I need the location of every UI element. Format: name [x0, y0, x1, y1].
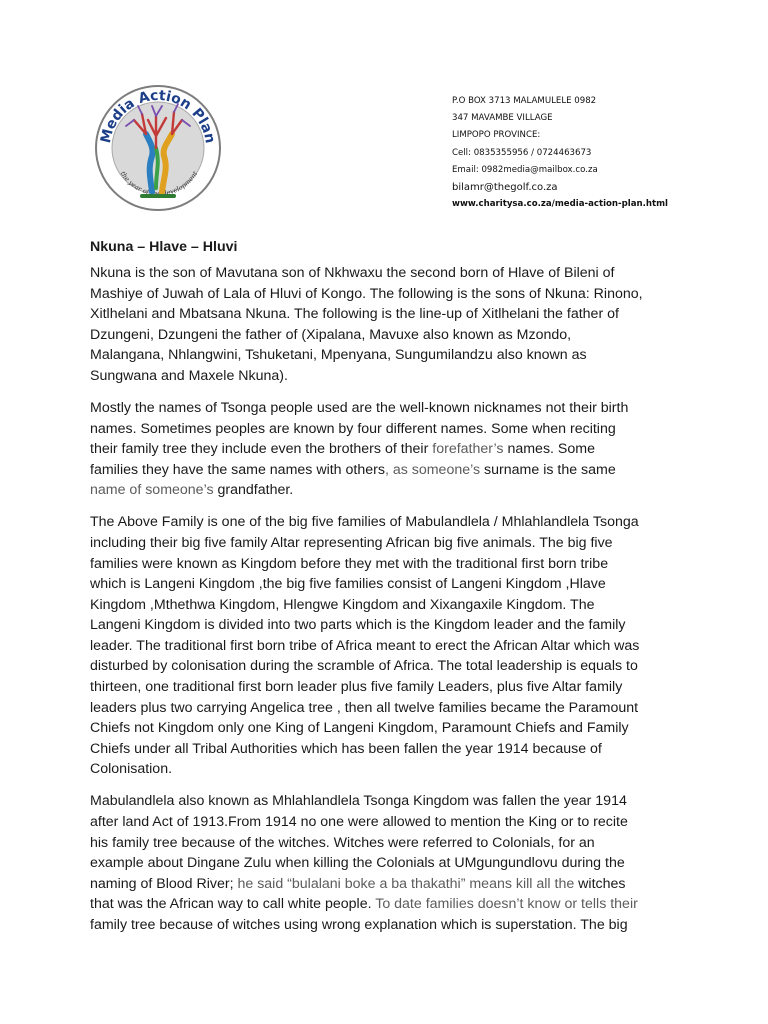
paragraph-1	[90, 263, 690, 387]
text-line: The Above Family is one of the big five families of Mabulandlela / Mhlahlandlela Tsonga	[90, 514, 639, 531]
text-line: which is Langeni Kingdom ,the big five families consist of Langeni Kingdom ,Hlave	[90, 576, 606, 593]
text-line: Xitlhelani and Mbatsana Nkuna. The following is the line-up of Xitlhelani the father of	[90, 306, 619, 323]
text-line: Colonisation.	[90, 761, 173, 778]
text-line: thirteen, one traditional first born leader plus five family Leaders, plus five Altar family	[90, 679, 623, 696]
text-line: Langeni Kingdom is divided into two parts which is the Kingdom leader and the family	[90, 617, 626, 634]
document-body	[90, 263, 690, 947]
paragraph-2	[90, 398, 690, 501]
text-line: Nkuna is the son of Mavutana son of Nkhwaxu the second born of Hlave of Bileni of	[90, 265, 615, 281]
text-run: families they have the same names with others	[90, 461, 385, 478]
text-line: Mabulandlela also known as Mhlahlandlela Tsonga Kingdom was fallen the year 1914	[90, 793, 627, 810]
text-run: that was the African way to call white people.	[90, 896, 372, 913]
text-line	[90, 439, 690, 460]
text-line	[90, 894, 690, 915]
text-line: Sungwana and Maxele Nkuna).	[90, 367, 288, 384]
text-line: Dzungeni, Dzungeni the father of (Xipalana, Mavuxe also known as Mzondo,	[90, 326, 572, 343]
contact-address: P.O BOX 3713 MALAMULELE 0982	[452, 96, 597, 106]
text-line	[90, 460, 690, 481]
text-line: family tree because of witches using wrong explanation which is superstation. The big	[90, 916, 628, 933]
text-run: witches	[574, 875, 626, 892]
contact-email[interactable]: Email: 0982media@mailbox.co.za	[452, 164, 598, 175]
paragraph-3	[90, 512, 690, 780]
text-line: leader. The traditional first born tribe of Africa meant to erect the African Altar which was	[90, 637, 640, 654]
text-line: leaders plus two carrying Angelica tree , then all twelve families became the Paramount	[90, 699, 639, 716]
text-line: after land Act of 1913.From 1914 no one were allowed to mention the King or to recite	[90, 814, 628, 831]
text-run: , as someone’s	[384, 461, 481, 478]
text-line: example about Dingane Zulu when killing the Colonials at UMgungundlovu during the	[90, 855, 625, 872]
text-line: Chiefs not Kingdom only one King of Langeni Kingdom, Paramount Chiefs and Family	[90, 720, 629, 737]
text-run: naming of Blood River;	[90, 875, 234, 892]
text-line	[90, 480, 690, 501]
text-run: To date families doesn’t know or tells their	[371, 896, 638, 913]
logo-tagline: the year of the development	[118, 169, 200, 198]
text-run: surname is the same	[480, 461, 616, 478]
text-line: names. Sometimes peoples are known by four different names. Some when reciting	[90, 420, 616, 437]
text-line: Malangana, Nhlangwini, Tshuketani, Mpenyana, Sungumilandzu also known as	[90, 347, 587, 364]
contact-village: 347 MAVAMBE VILLAGE	[452, 113, 553, 124]
paragraph-4	[90, 791, 690, 935]
contact-details	[452, 93, 668, 213]
logo-arc-text: Media Action Plan	[97, 87, 218, 145]
text-line: disturbed by colonisation during the scramble of Africa. The total leadership is equals to	[90, 658, 638, 675]
contact-email-alt[interactable]: bilamr@thegolf.co.za	[452, 182, 558, 194]
contact-province: LIMPOPO PROVINCE:	[452, 130, 541, 141]
text-line: families were known as Kingdom before they met with the traditional first born tribe	[90, 555, 609, 572]
text-line: including their big five family Altar representing African big five animals. The big five	[90, 534, 613, 551]
text-run: he said “bulalani boke a ba thakathi” means kill all the	[233, 875, 575, 892]
text-run: their family tree they include even the brothers of their	[90, 441, 433, 458]
text-run: forefather’s	[432, 441, 504, 458]
text-run: names. Some	[503, 441, 595, 458]
text-line: Kingdom ,Mthethwa Kingdom, Hlengwe Kingdom and Xixangaxile Kingdom. The	[90, 596, 595, 613]
contact-cell: Cell: 0835355956 / 0724463673	[452, 147, 592, 158]
text-line: Mostly the names of Tsonga people used are the well-known nicknames not their birth	[90, 399, 629, 416]
text-run: grandfather.	[213, 482, 294, 499]
media-action-plan-logo	[90, 76, 226, 222]
text-line: Mashiye of Juwah of Lala of Hluvi of Kongo. The following is the sons of Nkuna: Rinono,	[90, 285, 643, 302]
text-line: Chiefs under all Tribal Authorities which has been fallen the year 1914 because of	[90, 740, 602, 757]
text-line: his family tree because of the witches. Witches were referred to Colonials, for an	[90, 834, 595, 851]
text-line	[90, 874, 690, 895]
contact-website[interactable]: www.charitysa.co.za/media-action-plan.html	[452, 199, 669, 210]
text-run: name of someone’s	[90, 482, 214, 499]
document-title: Nkuna – Hlave – Hluvi	[90, 239, 238, 255]
